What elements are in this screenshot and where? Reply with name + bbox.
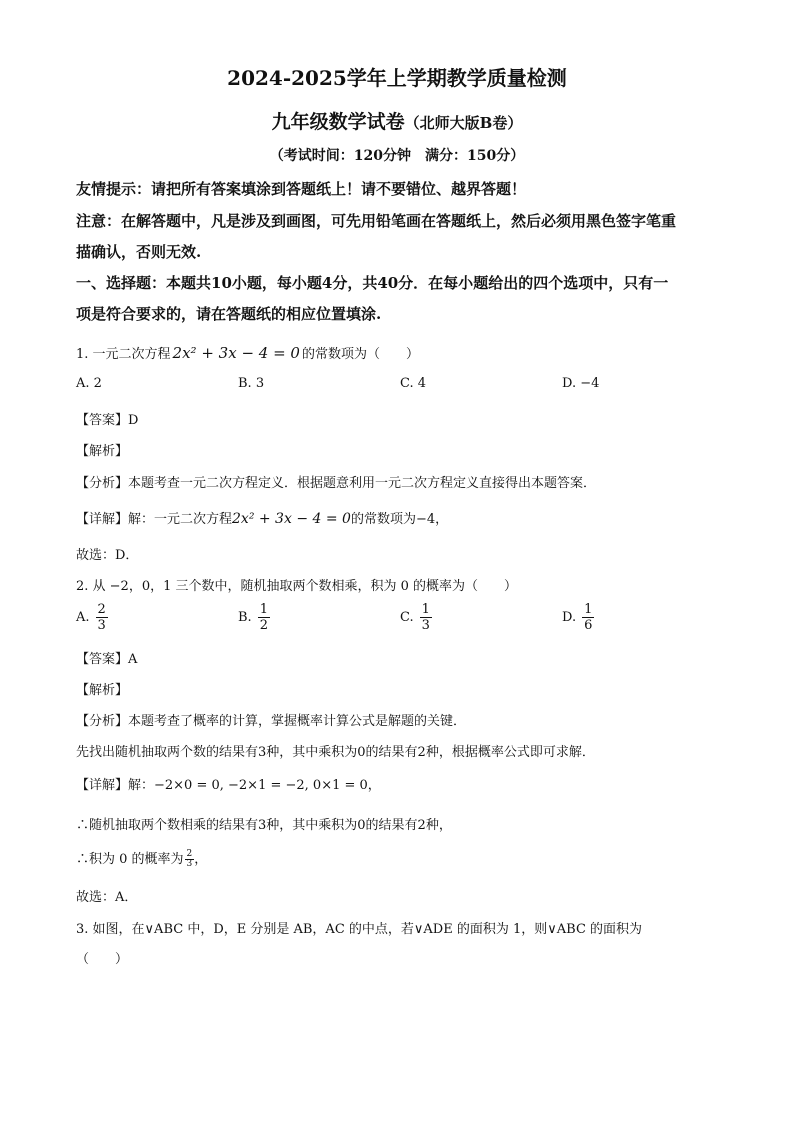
note-line-1: 注意：在解答题中，凡是涉及到画图，可先用铅笔画在答题纸上，然后必须用黑色签字笔重 (76, 212, 677, 230)
subtitle-text: 九年级数学试卷 (271, 111, 405, 133)
q2-step-2-fraction (185, 850, 195, 869)
q2-step-1: ∴随机抽取两个数相乘的结果有3种，其中乘积为0的结果有2种， (76, 818, 452, 833)
q2-option-b-fraction (258, 602, 270, 633)
q1-stem (76, 343, 419, 362)
fraction-numerator: 2 (97, 602, 106, 617)
q2-detail: 【详解】解：−2×0 = 0, −2×1 = −2, 0×1 = 0， (76, 778, 381, 793)
fraction-numerator: 2 (186, 849, 193, 859)
tip-notice: 友情提示：请把所有答案填涂到答题纸上！请不要错位、越界答题！ (76, 180, 527, 198)
exam-info: （考试时间：120分钟 满分：150分） (269, 148, 525, 164)
q1-detail-prefix: 【详解】解：一元二次方程 (76, 512, 233, 527)
q2-option-c-letter: C. (400, 610, 414, 625)
q2-method: 先找出随机抽取两个数的结果有3种，其中乘积为0的结果有2种，根据概率公式即可求解． (76, 745, 595, 760)
q2-analysis: 【分析】本题考查了概率的计算，掌握概率计算公式是解题的关键． (76, 714, 467, 729)
fraction-denominator: 3 (186, 859, 193, 869)
q2-option-b-letter: B. (238, 610, 252, 625)
q2-analysis-label: 【解析】 (76, 683, 129, 698)
q2-option-d-letter: D. (562, 610, 577, 625)
q1-option-b: B. 3 (238, 376, 265, 391)
subtitle-note: （北师大版B卷） (404, 114, 523, 132)
fraction-numerator: 1 (259, 602, 268, 617)
q2-step-2-suffix: ， (194, 852, 208, 867)
fraction-numerator: 1 (584, 602, 593, 617)
q2-option-b (238, 602, 270, 633)
q2-answer: 【答案】A (76, 652, 138, 667)
q2-option-d (562, 602, 594, 633)
q2-option-c-fraction (420, 602, 432, 633)
q1-option-d: D. −4 (562, 376, 600, 391)
q1-answer: 【答案】D (76, 413, 139, 428)
q1-analysis-label: 【解析】 (76, 444, 129, 459)
q1-detail-suffix: 的常数项为−4， (350, 512, 449, 527)
q2-option-d-fraction (582, 602, 594, 633)
q1-analysis: 【分析】本题考查一元二次方程定义．根据题意利用一元二次方程定义直接得出本题答案． (76, 476, 597, 491)
q3-stem-line-1: 3. 如图，在∨ABC 中，D，E 分别是 AB，AC 的中点，若∨ADE 的面积为 1，则∨ABC 的面积为 (76, 922, 643, 937)
fraction-numerator: 1 (421, 602, 430, 617)
note-line-2: 描确认，否则无效. (76, 243, 202, 261)
fraction-denominator: 3 (421, 618, 430, 633)
q2-step-2 (76, 848, 207, 869)
q2-conclusion: 故选：A． (76, 890, 138, 905)
q3-stem-line-2: （ ） (76, 952, 129, 967)
q1-suffix: 的常数项为（ ） (301, 347, 419, 362)
page-subtitle (0, 107, 794, 134)
q2-step-2-prefix: ∴积为 0 的概率为 (76, 852, 184, 867)
q1-conclusion: 故选：D． (76, 548, 139, 563)
q1-option-a: A. 2 (76, 376, 102, 391)
q1-detail (76, 508, 448, 527)
q2-option-c (400, 602, 432, 633)
section-heading-line-1: 一、选择题：本题共10小题，每小题4分，共40分．在每小题给出的四个选项中，只有一 (76, 274, 669, 292)
q2-option-a-letter: A. (76, 610, 90, 625)
fraction-denominator: 2 (259, 618, 268, 633)
fraction-denominator: 6 (584, 618, 593, 633)
fraction-denominator: 3 (97, 618, 106, 633)
section-heading-line-2: 项是符合要求的，请在答题纸的相应位置填涂. (76, 305, 382, 323)
q1-option-c: C. 4 (400, 376, 427, 391)
q1-equation: 2x² + 3x − 4 = 0 (172, 344, 300, 362)
page-title: 2024-2025学年上学期教学质量检测 (227, 66, 567, 90)
q1-prefix: 1. 一元二次方程 (76, 347, 171, 362)
q1-detail-equation: 2x² + 3x − 4 = 0 (232, 511, 351, 527)
q2-option-a-fraction (96, 602, 108, 633)
q2-stem: 2. 从 −2，0，1 三个数中，随机抽取两个数相乘，积为 0 的概率为（ ） (76, 579, 518, 594)
q2-option-a (76, 602, 108, 633)
